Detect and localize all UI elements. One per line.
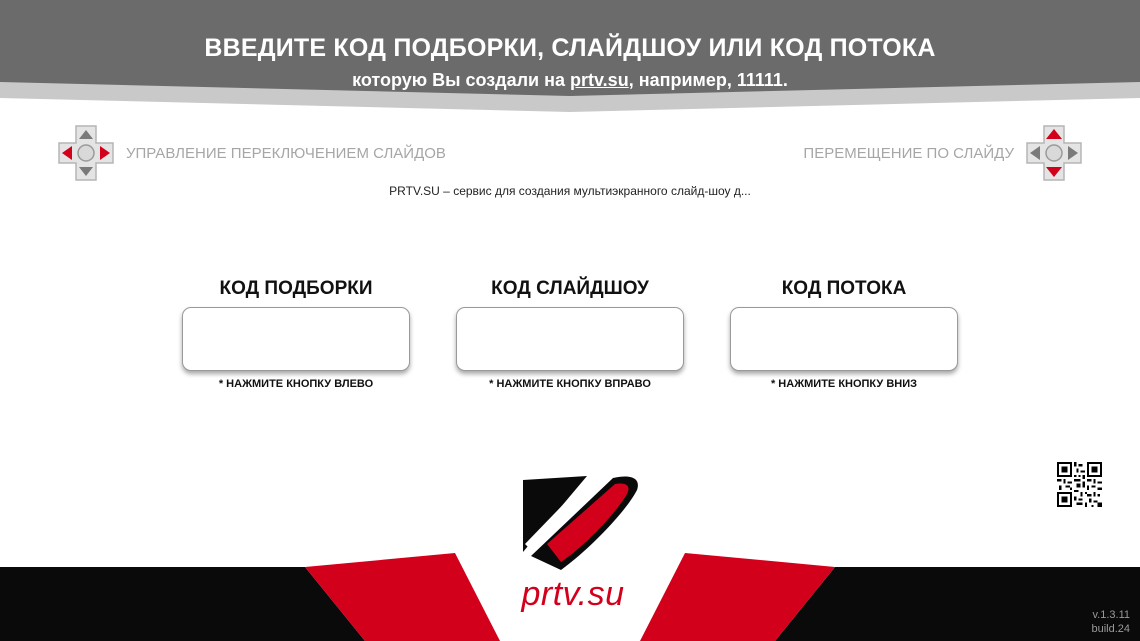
page-subtitle bbox=[0, 70, 1140, 91]
prtv-link[interactable]: prtv.su bbox=[570, 70, 629, 90]
version-number: v.1.3.11 bbox=[1092, 609, 1130, 621]
dpad-left-right-icon bbox=[57, 124, 115, 182]
stream-code-input[interactable] bbox=[730, 307, 958, 371]
version-info bbox=[1091, 608, 1130, 636]
collection-code-title: КОД ПОДБОРКИ bbox=[219, 278, 373, 299]
slideshow-code-hint: * НАЖМИТЕ КНОПКУ ВПРАВО bbox=[489, 378, 651, 390]
slideshow-code-input[interactable] bbox=[456, 307, 684, 371]
qr-code-icon bbox=[1057, 462, 1102, 507]
stream-code-hint: * НАЖМИТЕ КНОПКУ ВНИЗ bbox=[770, 378, 918, 390]
service-tagline: PRTV.SU – сервис для создания мультиэкранного слайд-шоу д... bbox=[389, 184, 751, 198]
stream-code-group bbox=[729, 277, 959, 390]
page-title: ВВЕДИТЕ КОД ПОДБОРКИ, СЛАЙДШОУ ИЛИ КОД ПОТОКА bbox=[204, 34, 936, 62]
slide-control-hint: УПРАВЛЕНИЕ ПЕРЕКЛЮЧЕНИЕМ СЛАЙДОВ bbox=[126, 145, 446, 162]
subtitle-prefix: которую Вы создали на bbox=[352, 70, 571, 90]
collection-code-group bbox=[181, 277, 411, 390]
slide-navigation-hint: ПЕРЕМЕЩЕНИЕ ПО СЛАЙДУ bbox=[803, 145, 1014, 162]
prtv-logo-icon bbox=[495, 470, 645, 580]
slideshow-code-group bbox=[455, 277, 685, 390]
build-number: build.24 bbox=[1091, 623, 1130, 635]
collection-code-input[interactable] bbox=[182, 307, 410, 371]
stream-code-title: КОД ПОТОКА bbox=[781, 278, 907, 299]
dpad-up-down-icon bbox=[1025, 124, 1083, 182]
prtv-logo-text: prtv.su bbox=[521, 575, 625, 613]
subtitle-suffix: , например, 11111. bbox=[628, 70, 788, 90]
slideshow-code-title: КОД СЛАЙДШОУ bbox=[491, 278, 649, 299]
collection-code-hint: * НАЖМИТЕ КНОПКУ ВЛЕВО bbox=[218, 378, 374, 390]
